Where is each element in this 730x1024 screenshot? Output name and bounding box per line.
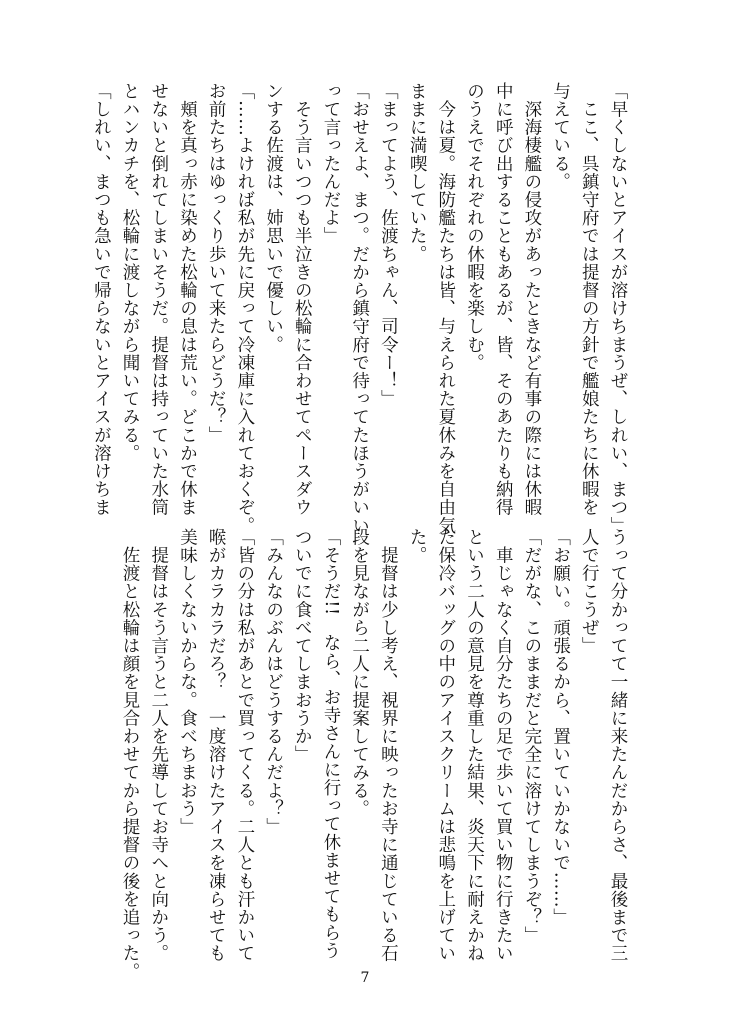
text-line: 「まってよう、佐渡ちゃん、司令ー！」	[378, 82, 399, 408]
text-line: 美味しくないからな。食べちまおう」	[177, 528, 198, 836]
text-line: 中に呼び出することもあるが、皆、そのあたりも納得	[493, 82, 514, 517]
text-line: ままに満喫していた。	[407, 82, 428, 263]
text-line: 「だがな、このままだと完全に溶けてしまうぞ？」	[521, 528, 542, 945]
text-line: そう言いつつも半泣きの松輪に合わせてペースダウ	[292, 82, 313, 517]
text-line: 提督は少し考え、視界に映ったお寺に通じている石	[378, 528, 399, 963]
page-number: 7	[360, 970, 370, 986]
text-line: とハンカチを、松輪に渡しながら聞いてみる。	[120, 82, 141, 463]
text-line: 「早くしないとアイスが溶けちまうぜ、しれい、まつ」	[608, 82, 628, 535]
text-line: 深海棲艦の侵攻があったときなど有事の際には休暇	[521, 82, 542, 517]
text-line: 喉がカラカラだろ？ 一度溶けたアイスを凍らせても	[206, 528, 227, 963]
text-line: 人で行こうぜ」	[579, 528, 600, 655]
text-line: 「皆の分は私があとで買ってくる。二人とも汗かいて	[234, 528, 255, 963]
text-line: せないと倒れてしまいそうだ。提督は持っていた水筒	[148, 82, 169, 517]
text-line: という二人の意見を尊重した結果、炎天下に耐えかね	[464, 528, 485, 963]
text-line: 与えている。	[550, 82, 571, 191]
text-line: 頬を真っ赤に染めた松輪の息は荒い。どこかで休ま	[177, 82, 198, 517]
text-line: 「お願い。頑張るから、置いていかないで……」	[550, 528, 571, 927]
text-line: ついでに食べてしまおうか」	[292, 528, 313, 764]
text-line: 車じゃなく自分たちの足で歩いて買い物に行きたい	[493, 528, 514, 963]
text-line: た保冷バッグの中のアイスクリームは悲鳴を上げてい	[435, 528, 456, 963]
text-line: 佐渡と松輪は顔を見合わせてから提督の後を追った。	[120, 528, 141, 981]
text-line: お前たちはゆっくり歩いて来たらどうだ？」	[206, 82, 227, 444]
text-line: 「みんなのぶんはどうするんだよ？」	[263, 528, 284, 836]
text-line: 提督はそう言うと二人を先導してお寺へと向かう。	[148, 528, 169, 963]
text-line: 「……よければ私が先に戻って冷凍庫に入れておくぞ。	[234, 82, 255, 535]
text-line: のうえでそれぞれの休暇を楽しむ。	[464, 82, 485, 372]
text-line: 段を見ながら二人に提案してみる。	[349, 528, 370, 818]
text-line: 「そうだ!! なら、お寺さんに行って休ませてもらう	[320, 528, 341, 960]
text-line: うって分かってて一緒に来たんだからさ、最後まで三	[608, 528, 628, 963]
text-line: ンする佐渡は、姉思いで優しい。	[263, 82, 284, 354]
text-line: って言ったんだよ」	[320, 82, 341, 245]
text-line: 今は夏。海防艦たちは皆、与えられた夏休みを自由気	[435, 82, 456, 535]
text-line: た。	[407, 528, 428, 565]
upper-text-block	[87, 82, 632, 535]
text-line: ここ、呉鎮守府では提督の方針で艦娘たちに休暇を	[579, 82, 600, 517]
text-line: 「しれい、まつも急いで帰らないとアイスが溶けちま	[91, 82, 112, 517]
text-line: 「おせえよ、まつ。だから鎮守府で待ってたほうがいい	[349, 82, 370, 535]
lower-text-block	[115, 528, 632, 981]
